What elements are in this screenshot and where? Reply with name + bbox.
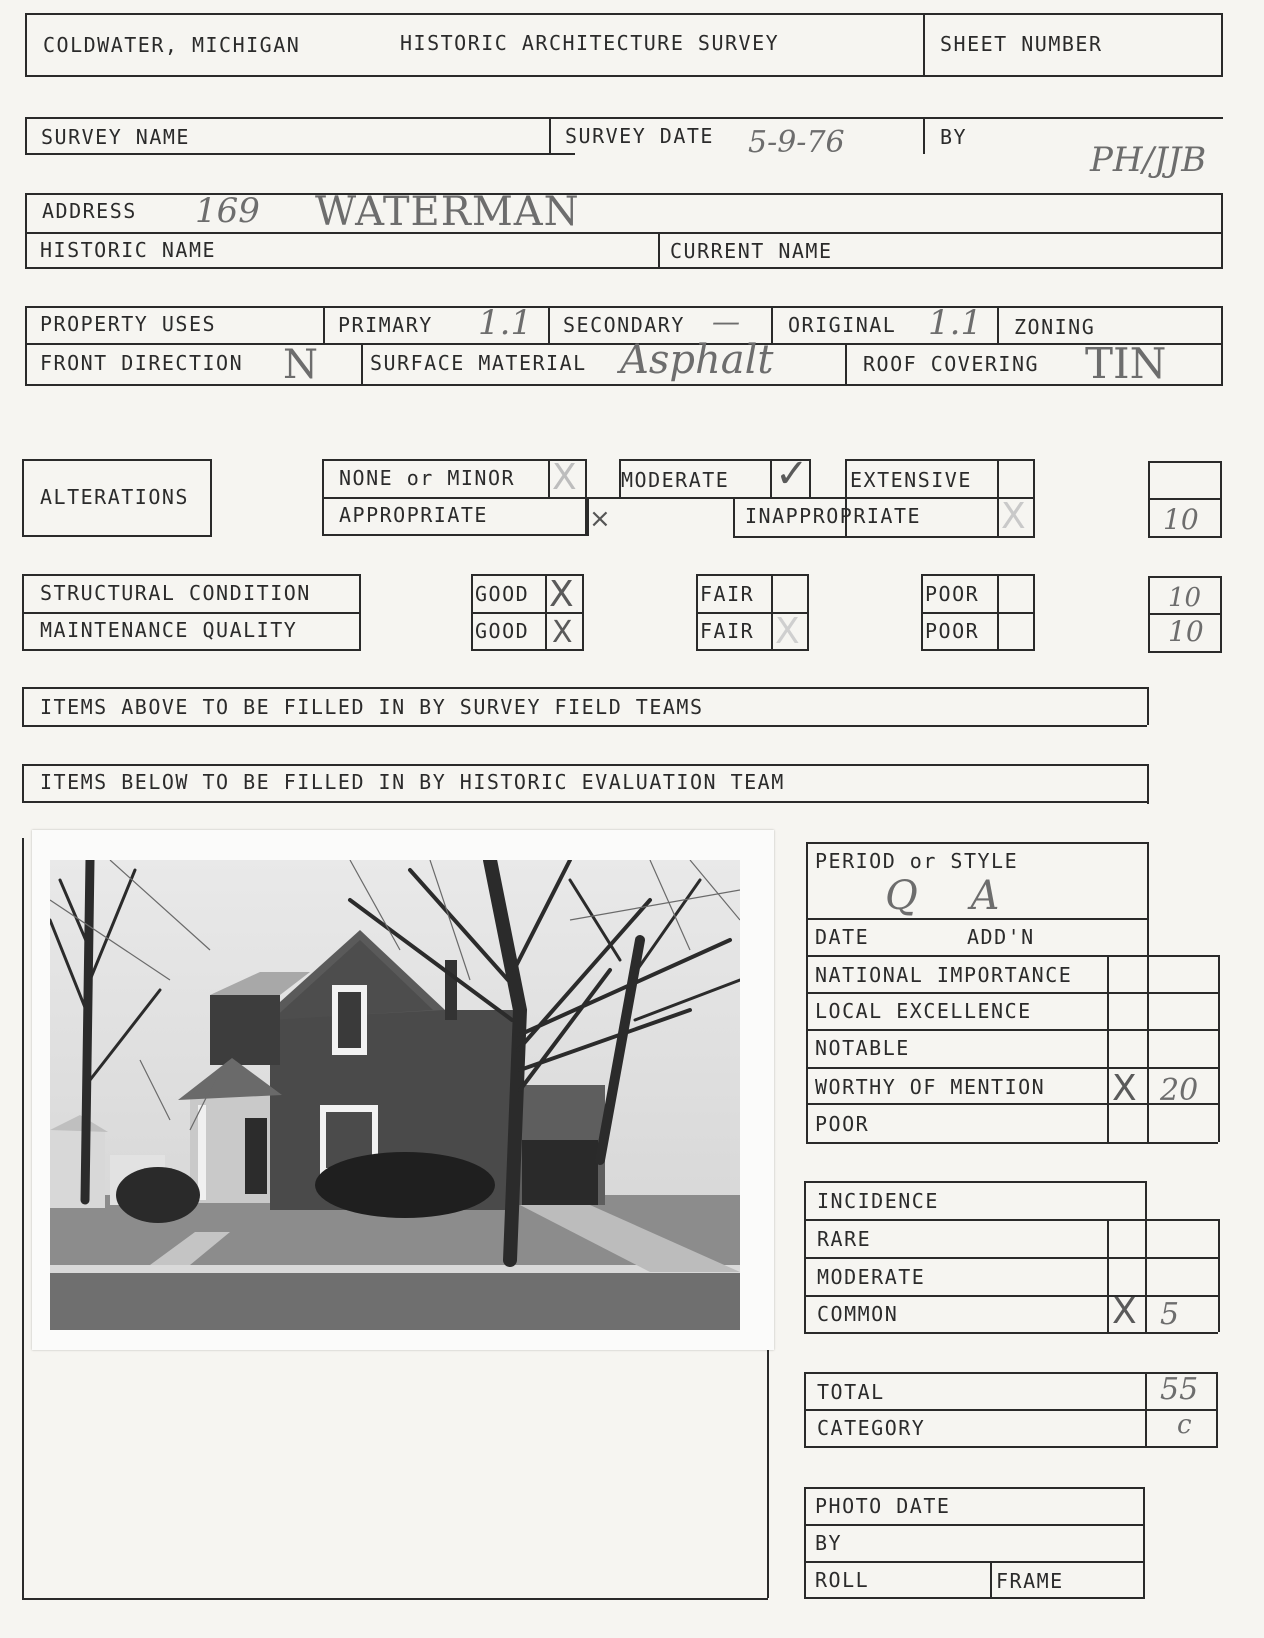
house-photo-image (50, 860, 740, 1330)
zoning-label: ZONING (1014, 315, 1096, 339)
date-label: DATE (815, 925, 870, 949)
none-minor-mark: X (552, 457, 577, 498)
roof-covering-value: TIN (1085, 339, 1167, 388)
surface-material-label: SURFACE MATERIAL (370, 351, 587, 375)
common-mark: X (1112, 1291, 1137, 1332)
survey-date-label: SURVEY DATE (565, 124, 714, 148)
address-number: 169 (195, 191, 260, 231)
structural-score: 10 (1168, 583, 1202, 613)
note-below: ITEMS BELOW TO BE FILLED IN BY HISTORIC EVALUATION TEAM (40, 770, 785, 794)
maintenance-good-mark: X (552, 615, 573, 650)
photo-date-label: PHOTO DATE (815, 1494, 951, 1518)
poor-rating-label: POOR (815, 1112, 870, 1136)
structural-good-label: GOOD (475, 582, 530, 606)
period-style-value: Q A (885, 873, 1020, 919)
structural-good-mark: X (549, 574, 574, 615)
inappropriate-mark: X (1001, 496, 1026, 537)
worthy-score: 20 (1160, 1073, 1199, 1108)
common-score: 5 (1160, 1297, 1180, 1332)
surface-material-value: Asphalt (620, 337, 774, 383)
maintenance-quality-label: MAINTENANCE QUALITY (40, 618, 298, 642)
by-value: PH/JJB (1090, 140, 1207, 180)
alterations-score: 10 (1163, 503, 1199, 536)
maintenance-poor-label: POOR (925, 619, 980, 643)
property-uses-label: PROPERTY USES (40, 312, 217, 336)
primary-value: 1.1 (478, 303, 533, 343)
note-above: ITEMS ABOVE TO BE FILLED IN BY SURVEY FIELD TEAMS (40, 695, 704, 719)
worthy-label: WORTHY OF MENTION (815, 1075, 1046, 1099)
maintenance-fair-label: FAIR (700, 619, 755, 643)
photo-by-label: BY (815, 1531, 843, 1555)
front-direction-value: N (283, 342, 318, 388)
survey-date-value: 5-9-76 (748, 125, 845, 160)
total-value: 55 (1160, 1372, 1199, 1407)
notable-label: NOTABLE (815, 1036, 910, 1060)
secondary-label: SECONDARY (563, 313, 685, 337)
survey-name-label: SURVEY NAME (41, 125, 190, 149)
by-label: BY (940, 125, 968, 149)
current-name-label: CURRENT NAME (670, 239, 833, 263)
appropriate-label: APPROPRIATE (339, 503, 488, 527)
original-label: ORIGINAL (788, 313, 897, 337)
category-value: c (1177, 1410, 1192, 1440)
roof-covering-label: ROOF COVERING (863, 352, 1040, 376)
worthy-mark: X (1112, 1068, 1137, 1109)
structural-condition-label: STRUCTURAL CONDITION (40, 581, 311, 605)
category-label: CATEGORY (817, 1416, 926, 1440)
moderate-label: MODERATE (621, 468, 730, 492)
none-minor-label: NONE or MINOR (339, 466, 516, 490)
national-importance-label: NATIONAL IMPORTANCE (815, 963, 1073, 987)
total-label: TOTAL (817, 1380, 885, 1404)
secondary-value: — (712, 305, 740, 338)
extensive-label: EXTENSIVE (850, 468, 972, 492)
alterations-label: ALTERATIONS (40, 485, 189, 509)
historic-name-label: HISTORIC NAME (40, 238, 217, 262)
moderate-mark: ✓ (775, 451, 809, 497)
sheet-number-label: SHEET NUMBER (940, 32, 1103, 56)
incidence-moderate-label: MODERATE (817, 1265, 926, 1289)
structural-fair-label: FAIR (700, 582, 755, 606)
period-style-label: PERIOD or STYLE (815, 849, 1019, 873)
rare-label: RARE (817, 1227, 872, 1251)
frame-label: FRAME (996, 1569, 1064, 1593)
address-label: ADDRESS (42, 199, 137, 223)
maintenance-score: 10 (1168, 615, 1204, 648)
appropriate-mark: × (589, 504, 611, 534)
maintenance-fair-mark: X (775, 611, 800, 652)
house-photo (32, 830, 774, 1350)
inappropriate-label: INAPPROPRIATE (745, 504, 922, 528)
city-label: COLDWATER, MICHIGAN (43, 33, 301, 57)
structural-poor-label: POOR (925, 582, 980, 606)
primary-label: PRIMARY (338, 313, 433, 337)
roll-label: ROLL (815, 1568, 870, 1592)
local-excellence-label: LOCAL EXCELLENCE (815, 999, 1032, 1023)
survey-title: HISTORIC ARCHITECTURE SURVEY (400, 31, 780, 55)
maintenance-good-label: GOOD (475, 619, 530, 643)
front-direction-label: FRONT DIRECTION (40, 351, 244, 375)
addn-label: ADD'N (967, 925, 1035, 949)
original-value: 1.1 (928, 303, 983, 343)
address-street: WATERMAN (315, 189, 580, 235)
common-label: COMMON (817, 1302, 899, 1326)
incidence-label: INCIDENCE (817, 1189, 939, 1213)
